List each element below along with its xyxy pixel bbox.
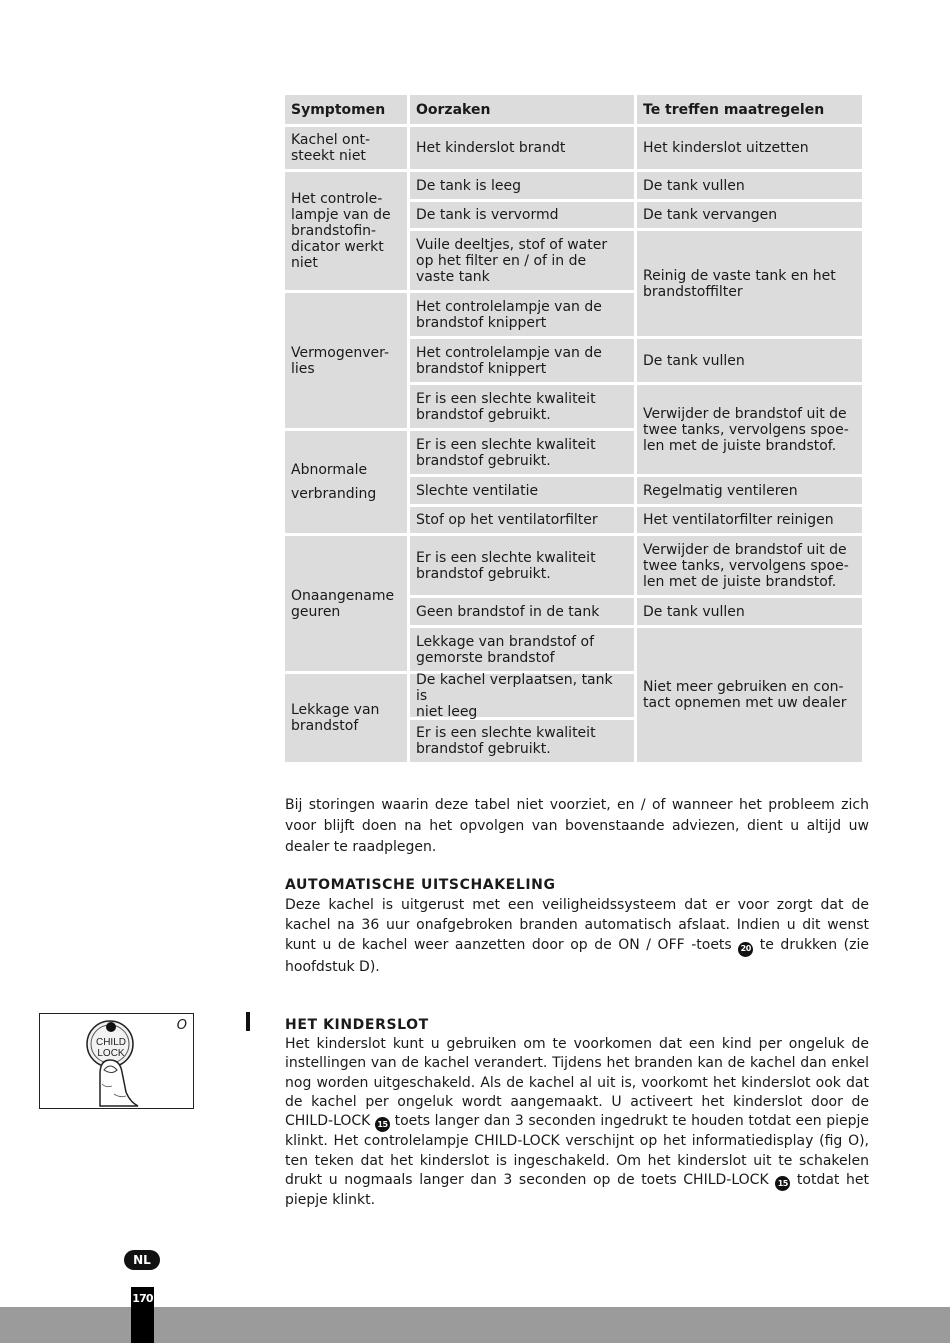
section-marker-i (246, 1012, 250, 1031)
measure-cell: De tank vervangen (637, 202, 862, 228)
cause-cell: De kachel verplaatsen, tank is niet leeg (410, 674, 634, 717)
measure-cell: Niet meer gebruiken en con- tact opnemen met uw dealer (637, 628, 862, 762)
measure-cell: De tank vullen (637, 339, 862, 382)
symptom-cell: Onaangename geuren (285, 536, 407, 671)
cause-cell: Het kinderslot brandt (410, 127, 634, 169)
childlock-text-1: Het kinderslot kunt u gebruiken om te voorkomen dat een kind per ongeluk de instellingen van de kachel verandert. Tijdens het branden kan de kachel dan enkel nog worden uitgeschakeld. Als de kachel al uit is, voorkomt het kinderslot ook dat de kachel per ongeluk wordt aangemaakt. U activeert het kinderslot door de CHILD-LOCK (285, 1036, 869, 1130)
cause-cell: De tank is leeg (410, 172, 634, 199)
cause-cell: Er is een slechte kwaliteit brandstof gebruikt. (410, 536, 634, 595)
auto-shutdown-text: Deze kachel is uitgerust met een veiligheidssysteem dat er voor zorgt dat de kachel na 36 uur onafgebroken branden automatisch afslaat. Indien u dit wenst kunt u de kachel weer aanzetten door op de ON / OFF -toets (285, 897, 869, 953)
childlock-text-2: toets langer dan 3 seconden ingedrukt te houden totdat een piepje klinkt. Het controlelampje CHILD-LOCK verschijnt op het informatiedisplay (fig O), ten teken dat het kinderslot is ingeschakeld. Om het kinderslot uit te schakelen drukt u nogmaals langer dan 3 seconden op de toets CHILD-LOCK (285, 1113, 870, 1188)
header-maatregelen: Te treffen maatregelen (637, 95, 862, 124)
measure-cell: De tank vullen (637, 172, 862, 199)
cause-cell: Er is een slechte kwaliteit brandstof gebruikt. (410, 385, 634, 428)
cause-cell: Het controlelampje van de brandstof knippert (410, 339, 634, 382)
childlock-paragraph (285, 1035, 869, 1210)
childlock-heading: HET KINDERSLOT (285, 1017, 429, 1033)
measure-cell: Verwijder de brandstof uit de twee tanks, vervolgens spoe- len met de juiste brandstof. (637, 536, 862, 595)
cause-cell: Stof op het ventilatorfilter (410, 507, 634, 533)
auto-shutdown-paragraph (285, 895, 869, 977)
measure-cell: Het kinderslot uitzetten (637, 127, 862, 169)
cause-cell: Lekkage van brandstof of gemorste brandstof (410, 628, 634, 671)
symptom-cell: Vermogenver- lies (285, 293, 407, 428)
symptom-cell: Het controle- lampje van de brandstofin- dicator werkt niet (285, 172, 407, 290)
cause-cell: Slechte ventilatie (410, 477, 634, 504)
child-lock-button-illustration (40, 1014, 192, 1107)
cause-cell: Het controlelampje van de brandstof knippert (410, 293, 634, 336)
figure-o-child-lock (39, 1013, 194, 1109)
cause-cell: Er is een slechte kwaliteit brandstof gebruikt. (410, 431, 634, 474)
cause-cell: Er is een slechte kwaliteit brandstof gebruikt. (410, 720, 634, 762)
measure-cell: Reinig de vaste tank en het brandstoffilter (637, 231, 862, 336)
figure-label: O (176, 1018, 187, 1033)
cause-cell: Geen brandstof in de tank (410, 598, 634, 625)
auto-shutdown-heading: AUTOMATISCHE UITSCHAKELING (285, 877, 556, 893)
measure-cell: De tank vullen (637, 598, 862, 625)
lock-label: LOCK (97, 1048, 125, 1059)
auto-shutdown-text-end: te drukken (zie hoofdstuk D). (285, 937, 869, 975)
symptom-cell: Lekkage van brandstof (285, 674, 407, 762)
button-ref-badge: 15 (375, 1117, 390, 1132)
language-badge: NL (124, 1250, 160, 1270)
header-symptomen: Symptomen (285, 95, 407, 124)
header-oorzaken: Oorzaken (410, 95, 634, 124)
symptom-cell: Kachel ont- steekt niet (285, 127, 407, 169)
symptom-cell: Abnormale verbranding (285, 431, 407, 533)
button-ref-badge: 20 (738, 942, 753, 957)
storingen-paragraph: Bij storingen waarin deze tabel niet voorziet, en / of wanneer het probleem zich voor blijft doen na het opvolgen van bovenstaande adviezen, dient u altijd uw dealer te raadplegen. (285, 797, 869, 855)
button-ref-badge: 15 (775, 1176, 790, 1191)
cause-cell: De tank is vervormd (410, 202, 634, 228)
child-label: CHILD (95, 1037, 127, 1048)
measure-cell: Regelmatig ventileren (637, 477, 862, 504)
measure-cell: Verwijder de brandstof uit de twee tanks, vervolgens spoe- len met de juiste brandstof. (637, 385, 862, 474)
cause-cell: Vuile deeltjes, stof of water op het filter en / of in de vaste tank (410, 231, 634, 290)
measure-cell: Het ventilatorfilter reinigen (637, 507, 862, 533)
childlock-text-3: totdat het piepje klinkt. (285, 1171, 870, 1209)
page-number: 170 (132, 1292, 153, 1305)
